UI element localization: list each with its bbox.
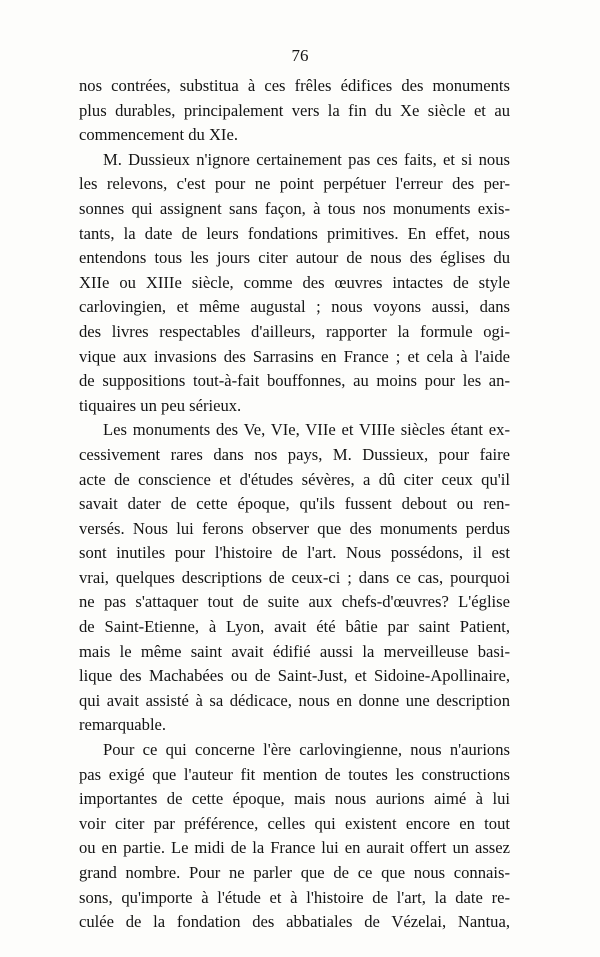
text-line: de suppositions tout-à-fait bouffonnes, au moins pour les an-	[79, 371, 510, 391]
text-line: M. Dussieux n'ignore certainement pas ces faits, et si nous	[103, 149, 510, 169]
text-line: commencement du XIe.	[79, 125, 238, 145]
text-line: sons, qu'importe à l'étude et à l'histoire de l'art, la date re-	[79, 887, 510, 907]
text-line: importantes de cette époque, mais nous aurions aimé à lui	[79, 789, 510, 809]
text-line: mais le même saint avait édifié aussi la merveilleuse basi-	[79, 641, 510, 661]
text-line: ne pas s'attaquer tout de suite aux chefs-d'œuvres? L'église	[79, 592, 510, 612]
text-line: tiquaires un peu sérieux.	[79, 395, 242, 415]
paragraph	[79, 738, 510, 935]
text-line: des livres respectables d'ailleurs, rapporter la formule ogi-	[79, 321, 510, 341]
text-line: plus durables, principalement vers la fin du Xe siècle et au	[79, 100, 510, 120]
page-number: 76	[291, 46, 309, 65]
text-line: sont inutiles pour l'histoire de l'art. Nous possédons, il est	[79, 543, 510, 563]
text-line: versés. Nous lui ferons observer que des monuments perdus	[79, 518, 510, 538]
text-line: savait dater de cette époque, qu'ils fussent debout ou ren-	[79, 494, 510, 514]
text-line: sonnes qui assignent sans façon, à tous nos monuments exis-	[79, 198, 510, 218]
body-text	[79, 74, 510, 935]
text-line: remarquable.	[79, 715, 167, 735]
text-line: tants, la date de leurs fondations primitives. En effet, nous	[79, 223, 510, 243]
text-line: culée de la fondation des abbatiales de Vézelai, Nantua,	[79, 912, 510, 932]
text-line: XIIe ou XIIIe siècle, comme des œuvres intactes de style	[79, 272, 510, 292]
text-line: nos contrées, substitua à ces frêles édifices des monuments	[79, 76, 510, 95]
paragraph	[79, 74, 510, 148]
text-line: vique aux invasions des Sarrasins en France ; et cela à l'aide	[79, 346, 510, 366]
paragraph	[79, 148, 510, 419]
text-line: voir citer par préférence, celles qui existent encore en tout	[79, 813, 510, 833]
text-line: ou en partie. Le midi de la France lui en aurait offert un assez	[79, 838, 510, 858]
paragraph	[79, 418, 510, 738]
text-line: Pour ce qui concerne l'ère carlovingienne, nous n'aurions	[103, 740, 510, 760]
text-line: pas exigé que l'auteur fit mention de toutes les constructions	[79, 764, 510, 784]
text-line: de Saint-Etienne, à Lyon, avait été bâtie par saint Patient,	[79, 617, 510, 637]
text-line: vrai, quelques descriptions de ceux-ci ; dans ce cas, pourquoi	[79, 567, 510, 587]
text-line: qui avait assisté à sa dédicace, nous en donne une description	[79, 690, 510, 710]
text-line: grand nombre. Pour ne parler que de ce que nous connais-	[79, 863, 510, 882]
text-line: acte de conscience et d'études sévères, a dû citer ceux qu'il	[79, 469, 510, 489]
text-line: les relevons, c'est pour ne point perpétuer l'erreur des per-	[79, 174, 510, 194]
text-line: Les monuments des Ve, VIe, VIIe et VIIIe siècles étant ex-	[103, 420, 510, 440]
text-line: lique des Machabées ou de Saint-Just, et Sidoine-Apollinaire,	[79, 666, 510, 686]
text-line: cessivement rares dans nos pays, M. Dussieux, pour faire	[79, 444, 510, 464]
text-line: carlovingien, et même augustal ; nous voyons aussi, dans	[79, 297, 510, 317]
text-line: entendons tous les jours citer autour de nous des églises du	[79, 248, 510, 268]
